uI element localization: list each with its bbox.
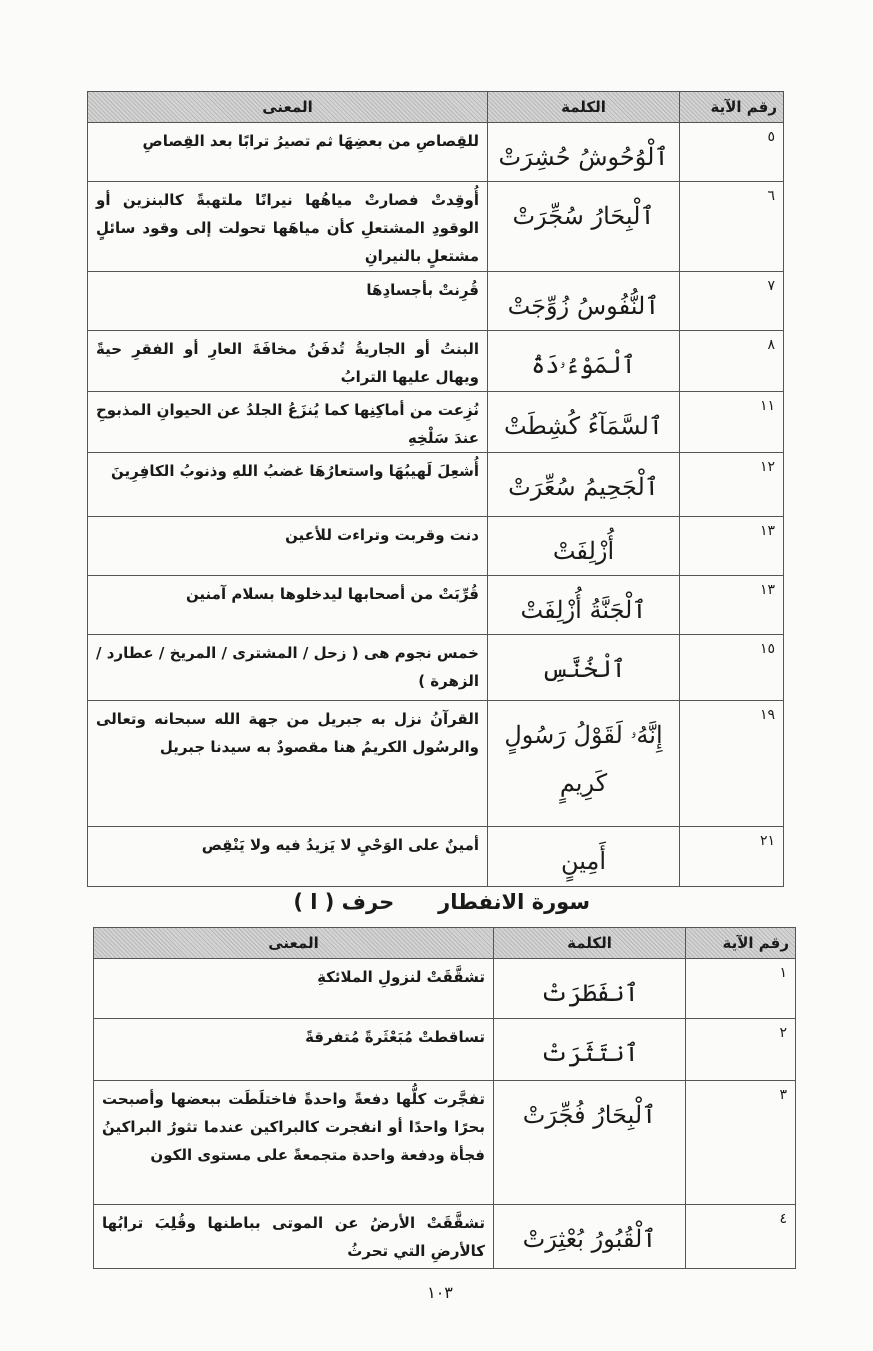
header-verse-number: رقم الآية xyxy=(686,928,796,959)
verse-number: ٦ xyxy=(680,182,784,272)
table-header-row xyxy=(88,92,784,123)
verse-number: ١١ xyxy=(680,392,784,453)
table-row xyxy=(88,827,784,887)
header-meaning: المعنى xyxy=(94,928,494,959)
table-row xyxy=(88,576,784,635)
verse-number: ٤ xyxy=(686,1205,796,1269)
quran-word: ٱلسَّمَآءُ كُشِطَتْ xyxy=(488,392,680,453)
quran-word: أُزْلِفَتْ xyxy=(488,517,680,576)
table-row xyxy=(88,123,784,182)
word-meaning: تساقطتْ مُبَعْثَرةً مُتفرقةً xyxy=(94,1019,494,1081)
table-header-row xyxy=(94,928,796,959)
table-row xyxy=(88,392,784,453)
surah-title: سورة الانفطار حرف ( ا ) xyxy=(293,890,590,914)
verse-number: ٢ xyxy=(686,1019,796,1081)
quran-word: ٱلْوُحُوشُ حُشِرَتْ xyxy=(488,123,680,182)
page-number: ١٠٣ xyxy=(427,1283,453,1302)
quran-word: ٱلْجَنَّةُ أُزْلِفَتْ xyxy=(488,576,680,635)
table-row xyxy=(88,331,784,392)
word-meaning: تشقَّقَتْ الأرضُ عن الموتى بباطنها وقُلِبَ ترابُها كالأرضِ التي تحرثُ xyxy=(94,1205,494,1269)
quran-word: أَمِينٍ xyxy=(488,827,680,887)
word-meaning: القرآنُ نزل به جبريل من جهة الله سبحانه وتعالى والرسُول الكريمُ هنا مقصودٌ به سيدنا جبريل xyxy=(88,701,488,827)
word-meaning: قُرِنتْ بأجسادِهَا xyxy=(88,272,488,331)
word-meaning: نُزِعت من أماكِنِها كما يُنزَعُ الجلدُ عن الحيوانِ المذبوحِ عندَ سَلْخِهِ xyxy=(88,392,488,453)
verse-number: ٣ xyxy=(686,1081,796,1205)
header-word: الكلمة xyxy=(494,928,686,959)
table-row xyxy=(88,182,784,272)
verse-number: ١٣ xyxy=(680,517,784,576)
word-meaning: خمس نجوم هى ( زحل / المشترى / المريخ / عطارد / الزهرة ) xyxy=(88,635,488,701)
word-meaning: قُرِّبَتْ من أصحابها ليدخلوها بسلام آمنين xyxy=(88,576,488,635)
quran-word: ٱلْقُبُورُ بُعْثِرَتْ xyxy=(494,1205,686,1269)
verse-number: ٨ xyxy=(680,331,784,392)
table-row xyxy=(88,701,784,827)
vocabulary-table-infitar xyxy=(93,927,796,1269)
word-meaning: دنت وقربت وتراءت للأعين xyxy=(88,517,488,576)
table-row xyxy=(88,272,784,331)
word-meaning: أُشعِلَ لَهيبُهَا واستعارُهَا غضبُ اللهِ وذنوبُ الكافِرِينَ xyxy=(88,453,488,517)
word-meaning: للقِصاصِ من بعضِهَا ثم تصيرُ ترابًا بعد القِصاصِ xyxy=(88,123,488,182)
table-row xyxy=(88,517,784,576)
verse-number: ١٢ xyxy=(680,453,784,517)
verse-number: ١٣ xyxy=(680,576,784,635)
quran-word: ٱنتَثَرَتْ xyxy=(494,1019,686,1081)
quran-word: ٱلْجَحِيمُ سُعِّرَتْ xyxy=(488,453,680,517)
verse-number: ١ xyxy=(686,959,796,1019)
table-row xyxy=(88,453,784,517)
quran-word: ٱنفَطَرَتْ xyxy=(494,959,686,1019)
table-row xyxy=(94,1205,796,1269)
table-row xyxy=(88,635,784,701)
table-row xyxy=(94,1081,796,1205)
verse-number: ١٩ xyxy=(680,701,784,827)
header-verse-number: رقم الآية xyxy=(680,92,784,123)
word-meaning: أُوقِدتْ فصارتْ مياهُها نيرانًا ملتهبةً كالبنزين أو الوقودِ المشتعلِ كأن مياهَها تحولت إلى وقود سائلٍ مشتعلٍ بالنيرانِ xyxy=(88,182,488,272)
table-row xyxy=(94,1019,796,1081)
header-meaning: المعنى xyxy=(88,92,488,123)
header-word: الكلمة xyxy=(488,92,680,123)
quran-word: ٱلْبِحَارُ سُجِّرَتْ xyxy=(488,182,680,272)
verse-number: ٥ xyxy=(680,123,784,182)
table-row xyxy=(94,959,796,1019)
word-meaning: تشقَّقَتْ لنزولِ الملائكةِ xyxy=(94,959,494,1019)
word-meaning: تفجَّرت كلُّها دفعةً واحدةً فاختلَطَت ببعضها وأصبحت بحرًا واحدًا أو انفجرت كالبراكين عندما تثورُ البراكينُ فجأة ودفعة واحدة متجمعةً على مستوى الكون xyxy=(94,1081,494,1205)
verse-number: ١٥ xyxy=(680,635,784,701)
verse-number: ٧ xyxy=(680,272,784,331)
verse-number: ٢١ xyxy=(680,827,784,887)
quran-word: ٱلْخُنَّسِ xyxy=(488,635,680,701)
vocabulary-table-takwir xyxy=(87,91,784,887)
word-meaning: أمينٌ على الوَحْيِ لا يَزيدُ فيه ولا يَنْقِص xyxy=(88,827,488,887)
quran-word: ٱلْبِحَارُ فُجِّرَتْ xyxy=(494,1081,686,1205)
word-meaning: البنتُ أو الجاريةُ تُدفَنُ مخافَةَ العارِ أو الفقرِ حيةً ويهال عليها الترابُ xyxy=(88,331,488,392)
quran-word: ٱلنُّفُوسُ زُوِّجَتْ xyxy=(488,272,680,331)
quran-word: إِنَّهُۥ لَقَوْلُ رَسُولٍ كَرِيمٍ xyxy=(488,701,680,827)
quran-word: ٱلْمَوْءُۥدَةُ xyxy=(488,331,680,392)
